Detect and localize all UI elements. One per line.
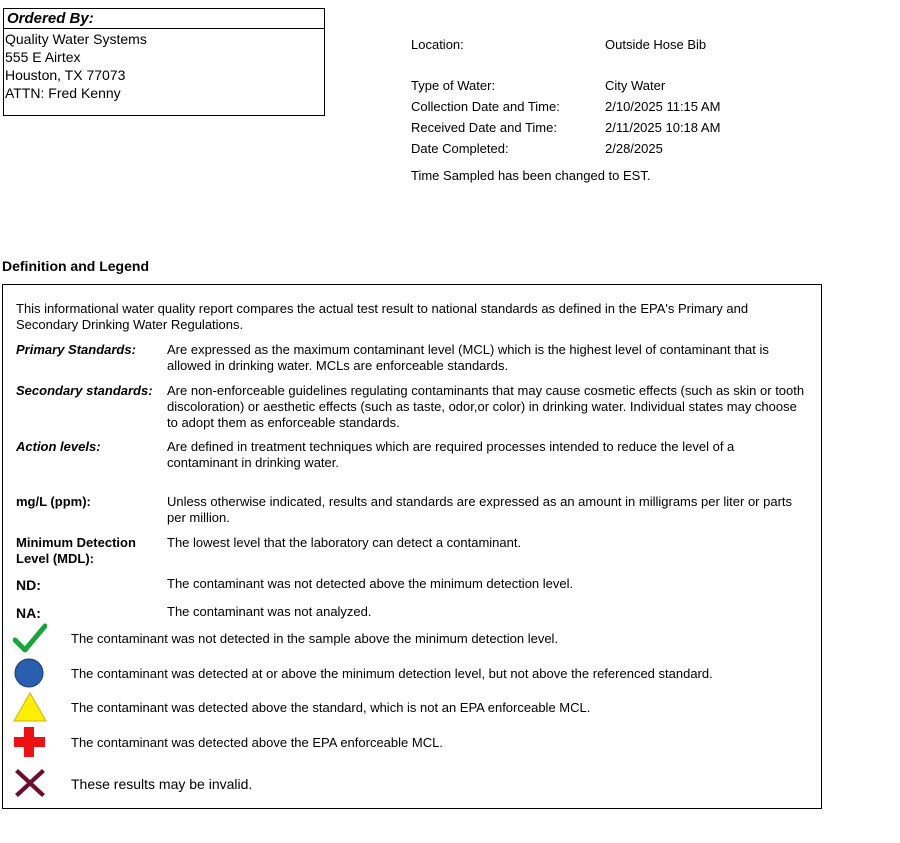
info-label: Type of Water: [411,78,496,93]
info-value: 2/28/2025 [605,141,663,156]
ordered-by-company: Quality Water Systems [5,31,147,47]
time-note: Time Sampled has been changed to EST. [411,168,651,183]
symbol-above-mcl-text: The contaminant was detected above the EPA enforceable MCL. [71,735,443,750]
term-mg-l: mg/L (ppm): [16,494,91,509]
x-mark-icon [13,766,47,800]
desc-action-levels: Are defined in treatment techniques which are required processes intended to reduce the level of a contaminant in drinking water. [167,439,735,470]
term-primary-standards: Primary Standards: [16,342,136,357]
symbol-invalid-text: These results may be invalid. [71,776,253,792]
legend-box [2,284,822,809]
info-label: Received Date and Time: [411,120,557,135]
term-mdl: Minimum Detection Level (MDL): [16,535,136,566]
desc-nd: The contaminant was not detected above the minimum detection level. [167,576,574,591]
desc-mdl: The lowest level that the laboratory can detect a contaminant. [167,535,522,550]
triangle-icon [13,691,49,723]
info-value: 2/11/2025 10:18 AM [605,120,721,135]
ordered-by-attn: ATTN: Fred Kenny [5,85,121,101]
info-label: Collection Date and Time: [411,99,560,114]
term-action-levels: Action levels: [16,439,101,454]
info-label: Date Completed: [411,141,509,156]
term-secondary-standards: Secondary standards: [16,383,153,398]
info-value: 2/10/2025 11:15 AM [605,99,721,114]
ordered-by-city: Houston, TX 77073 [5,67,126,83]
info-value: City Water [605,78,666,93]
ordered-by-box [3,8,325,116]
term-nd: ND: [16,577,41,593]
red-cross-icon [13,726,47,758]
desc-secondary-standards: Are non-enforceable guidelines regulating contaminants that may cause cosmetic effects (such as skin or tooth discoloration) or aesthetic effects (such as taste, odor,or color) in drinking water. Individual states may choose to adopt them as enforceable standards. [167,383,805,430]
desc-na: The contaminant was not analyzed. [167,604,372,619]
checkmark-icon [13,623,47,653]
legend-title: Definition and Legend [2,258,149,274]
symbol-above-standard-text: The contaminant was detected above the standard, which is not an EPA enforceable MCL. [71,700,591,715]
symbol-not-detected-text: The contaminant was not detected in the sample above the minimum detection level. [71,631,559,646]
circle-icon [13,657,47,689]
ordered-by-heading: Ordered By: [4,9,324,29]
term-na: NA: [16,605,41,621]
info-label: Location: [411,37,464,52]
legend-intro: This informational water quality report compares the actual test result to national standards as defined in the EPA's Primary and Secondary Drinking Water Regulations. [16,301,749,332]
ordered-by-street: 555 E Airtex [5,49,81,65]
desc-primary-standards: Are expressed as the maximum contaminant level (MCL) which is the highest level of contaminant that is allowed in drinking water. MCLs are enforceable standards. [167,342,769,373]
info-value: Outside Hose Bib [605,37,707,52]
desc-mg-l: Unless otherwise indicated, results and standards are expressed as an amount in milligrams per liter or parts per million. [167,494,793,525]
symbol-detected-below-standard-text: The contaminant was detected at or above the minimum detection level, but not above the referenced standard. [71,666,713,681]
